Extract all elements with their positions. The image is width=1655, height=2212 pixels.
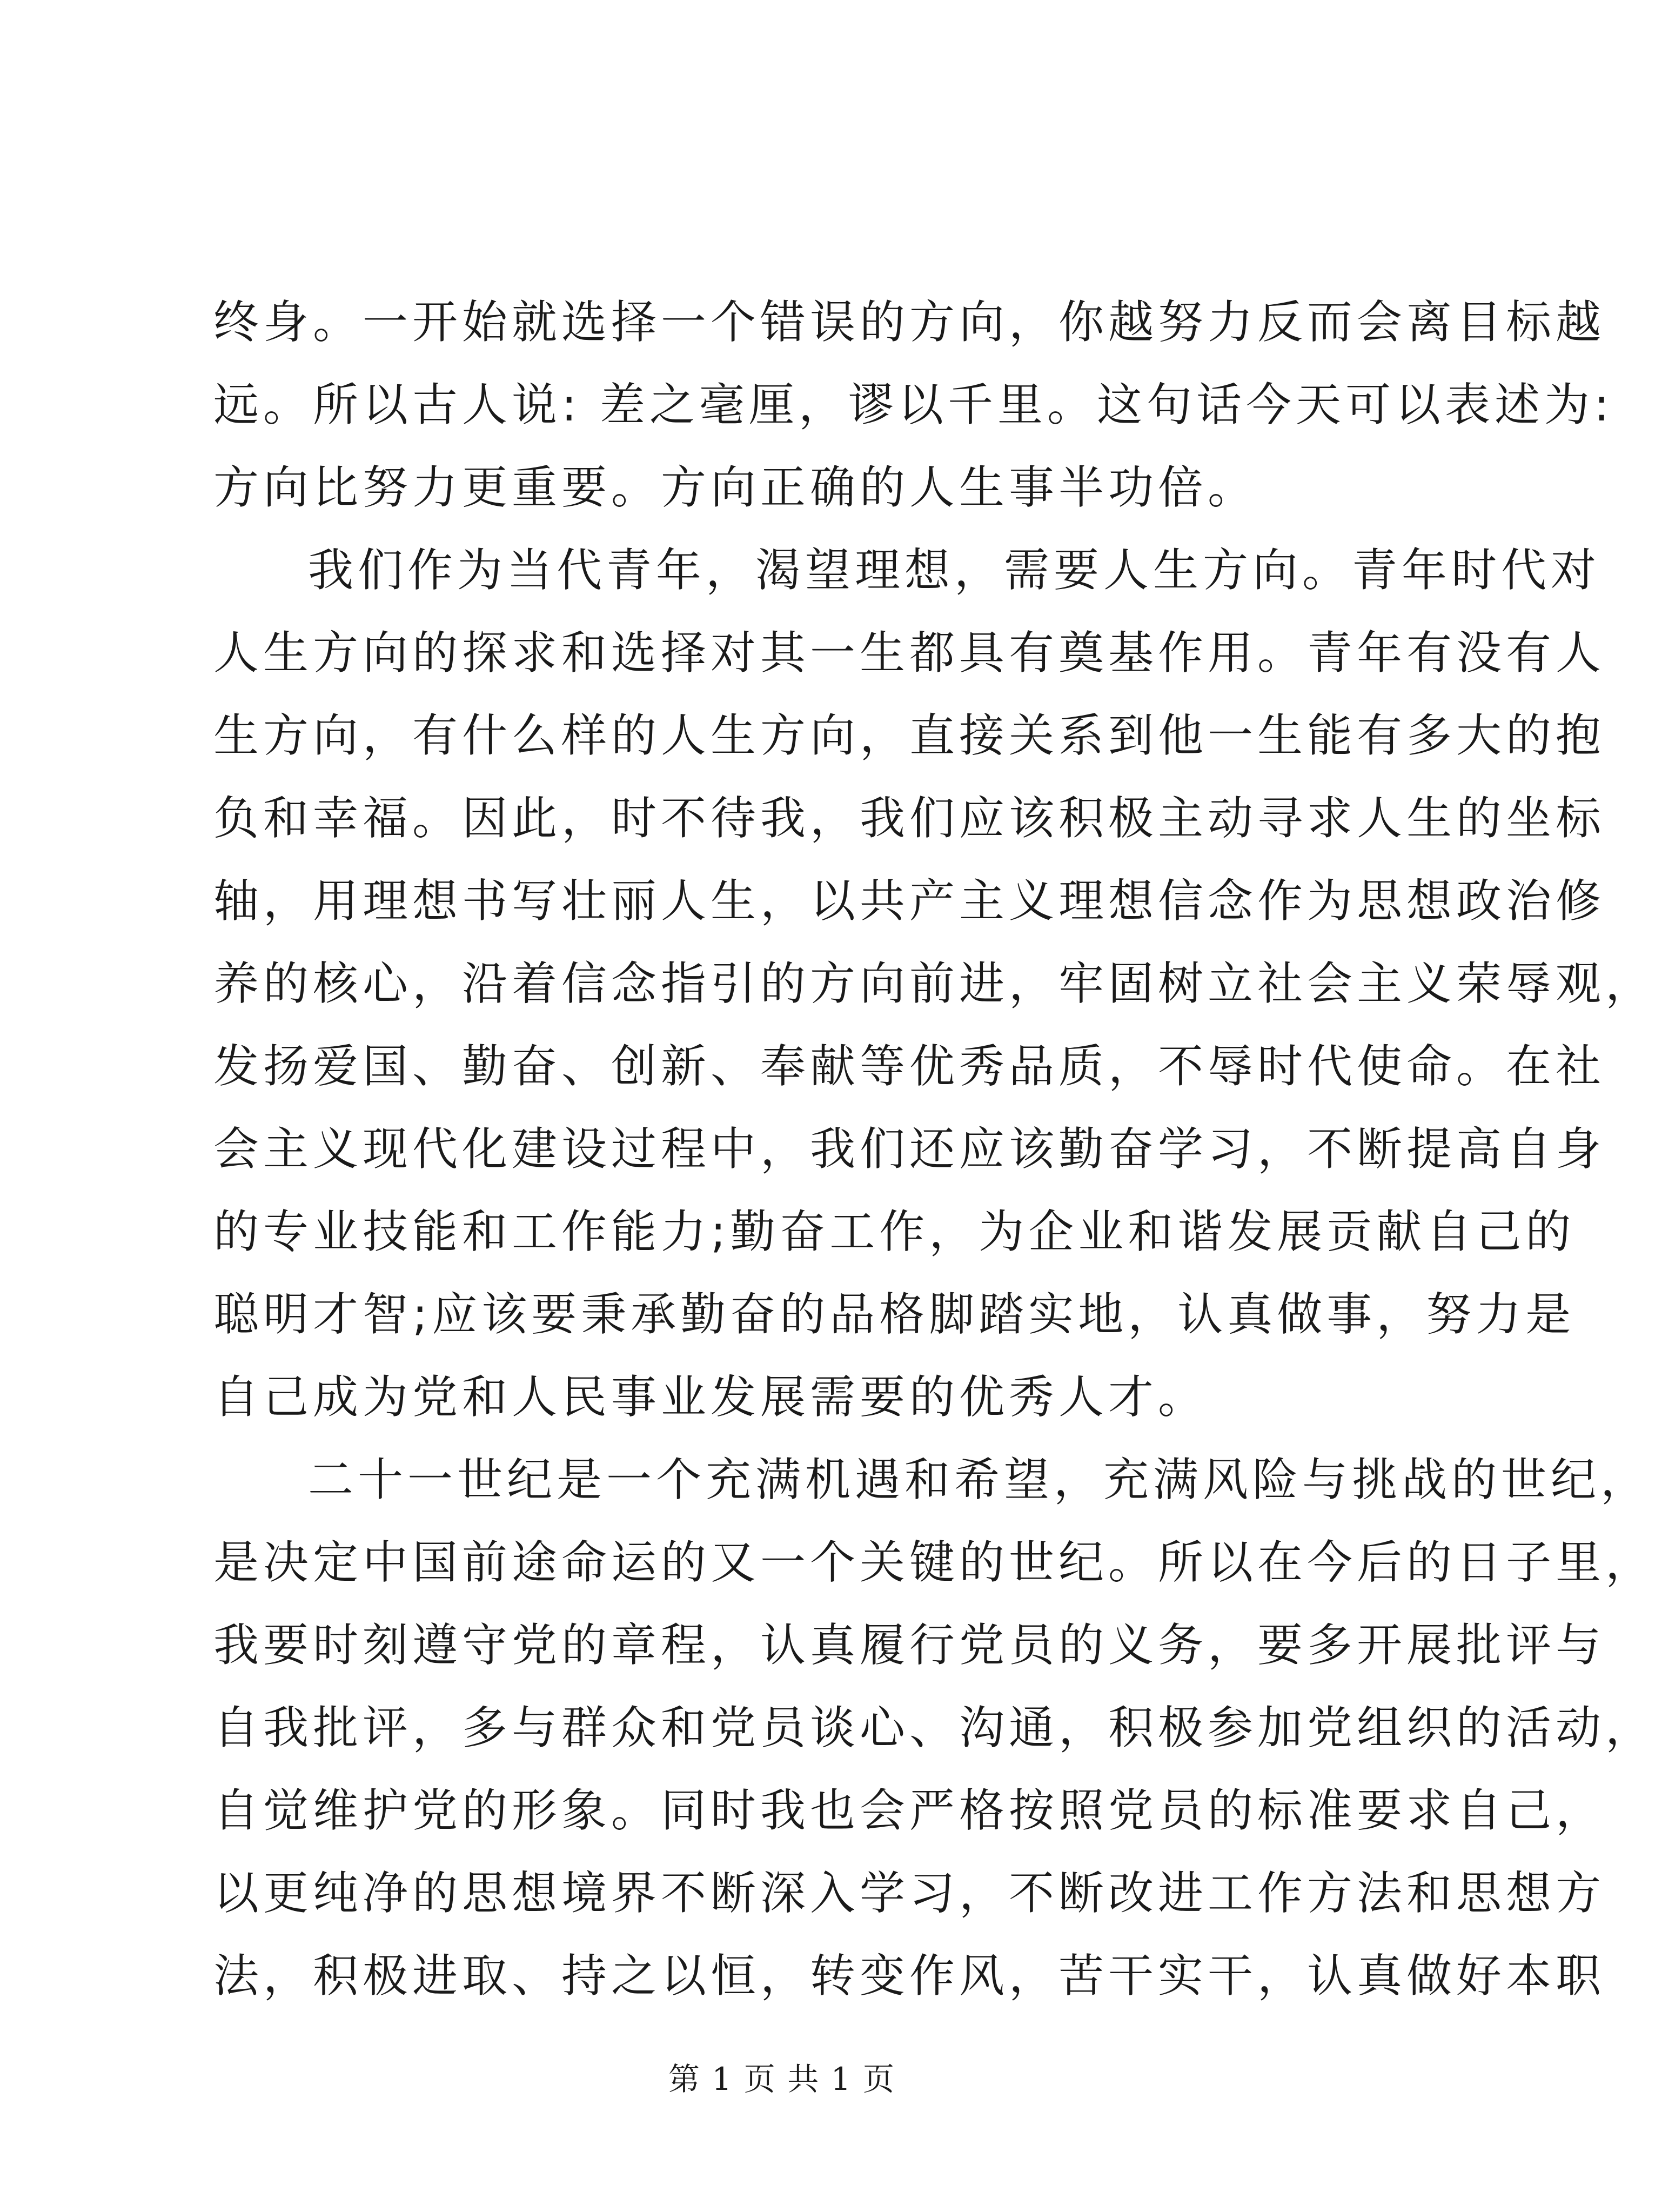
text-line: 养的核心，沿着信念指引的方向前进，牢固树立社会主义荣辱观， [213,957,1655,1010]
text-line: 的专业技能和工作能力;勤奋工作，为企业和谐发展贡献自己的 [213,1205,1576,1258]
text-line: 会主义现代化建设过程中，我们还应该勤奋学习，不断提高自身 [213,1122,1606,1175]
text-line: 发扬爱国、勤奋、创新、奉献等优秀品质，不辱时代使命。在社 [213,1040,1606,1093]
text-line: 法，积极进取、持之以恒，转变作风，苦干实干，认真做好本职 [213,1949,1606,2002]
paragraph-first-line: 二十一世纪是一个充满机遇和希望，充满风险与挑战的世纪， [308,1453,1651,1506]
text-line: 自己成为党和人民事业发展需要的优秀人才。 [213,1371,1208,1424]
text-line: 自我批评，多与群众和党员谈心、沟通，积极参加党组织的活动， [213,1701,1655,1754]
text-line: 自觉维护党的形象。同时我也会严格按照党员的标准要求自己， [213,1784,1606,1837]
text-line: 负和幸福。因此，时不待我，我们应该积极主动寻求人生的坐标 [213,792,1606,845]
text-line: 聪明才智;应该要秉承勤奋的品格脚踏实地，认真做事，努力是 [213,1288,1576,1341]
paragraph-first-line: 我们作为当代青年，渴望理想，需要人生方向。青年时代对 [308,544,1601,597]
text-line: 是决定中国前途命运的又一个关键的世纪。所以在今后的日子里， [213,1536,1655,1589]
text-line: 以更纯净的思想境界不断深入学习，不断改进工作方法和思想方 [213,1867,1606,1920]
document-body [213,281,1655,2017]
page-footer: 第 1 页 共 1 页 [668,2061,895,2097]
text-line: 远。所以古人说: 差之毫厘，谬以千里。这句话今天可以表述为: [213,378,1614,431]
text-line: 我要时刻遵守党的章程，认真履行党员的义务，要多开展批评与 [213,1619,1606,1672]
text-line: 轴，用理想书写壮丽人生，以共产主义理想信念作为思想政治修 [213,874,1606,927]
text-line: 方向比努力更重要。方向正确的人生事半功倍。 [213,461,1258,514]
text-line: 人生方向的探求和选择对其一生都具有奠基作用。青年有没有人 [213,626,1606,679]
text-line: 生方向，有什么样的人生方向，直接关系到他一生能有多大的抱 [213,709,1606,762]
text-line: 终身。一开始就选择一个错误的方向，你越努力反而会离目标越 [213,296,1606,349]
